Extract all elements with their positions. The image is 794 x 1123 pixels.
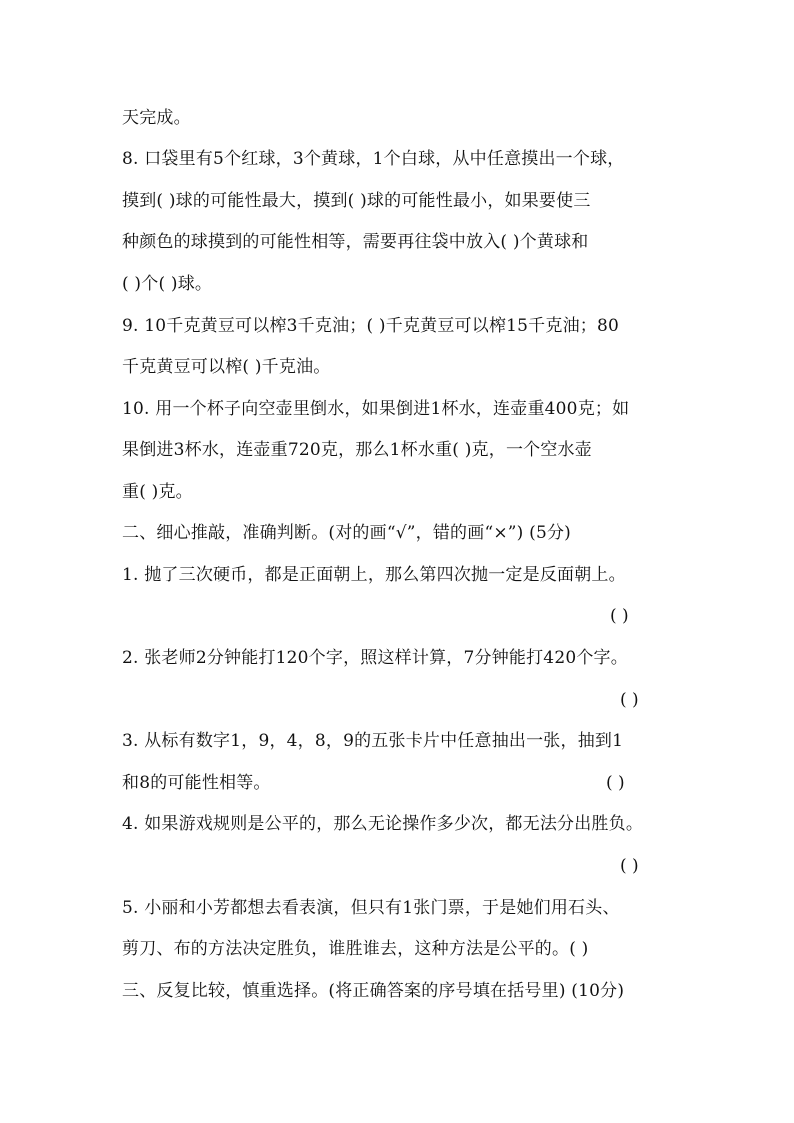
text-line-q10-3: 重( )克。 xyxy=(122,482,193,502)
text-line-q8-1: 8. 口袋里有5个红球，3个黄球，1个白球，从中任意摸出一个球， xyxy=(122,149,625,169)
answer-paren-judge-3: ( ) xyxy=(606,773,625,793)
text-line-judge-2: 2. 张老师2分钟能打120个字，照这样计算，7分钟能打420个字。 xyxy=(122,648,628,668)
text-line-judge-3-2: 和8的可能性相等。 xyxy=(122,773,271,793)
text-line-q10-2: 果倒进3杯水，连壶重720克，那么1杯水重( )克，一个空水壶 xyxy=(122,440,592,460)
answer-paren-judge-2: ( ) xyxy=(620,690,639,710)
answer-paren-judge-1: ( ) xyxy=(610,606,629,626)
answer-paren-judge-4: ( ) xyxy=(620,856,639,876)
text-line-judge-5-1: 5. 小丽和小芳都想去看表演，但只有1张门票，于是她们用石头、 xyxy=(122,898,620,918)
text-line-judge-4: 4. 如果游戏规则是公平的，那么无论操作多少次，都无法分出胜负。 xyxy=(122,814,644,834)
text-line-q8-4: ( )个( )球。 xyxy=(122,274,213,294)
text-line-judge-1: 1. 抛了三次硬币，都是正面朝上，那么第四次抛一定是反面朝上。 xyxy=(122,565,626,585)
text-line-q8-3: 种颜色的球摸到的可能性相等，需要再往袋中放入( )个黄球和 xyxy=(122,232,589,252)
text-line-q8-2: 摸到( )球的可能性最大，摸到( )球的可能性最小，如果要使三 xyxy=(122,191,591,211)
section-heading-choice: 三、反复比较，慎重选择。(将正确答案的序号填在括号里) (10分) xyxy=(122,981,625,1001)
section-heading-judgement: 二、细心推敲，准确判断。(对的画“√”，错的画“×”) (5分) xyxy=(122,523,571,543)
text-line-q9-1: 9. 10千克黄豆可以榨3千克油；( )千克黄豆可以榨15千克油；80 xyxy=(122,316,620,336)
text-line-q10-1: 10. 用一个杯子向空壶里倒水，如果倒进1杯水，连壶重400克；如 xyxy=(122,399,630,419)
text-line-q9-2: 千克黄豆可以榨( )千克油。 xyxy=(122,357,331,377)
text-line-judge-5-2: 剪刀、布的方法决定胜负，谁胜谁去，这种方法是公平的。( ) xyxy=(122,939,589,959)
text-line-q7-continuation: 天完成。 xyxy=(122,108,191,128)
text-line-judge-3-1: 3. 从标有数字1，9，4，8，9的五张卡片中任意抽出一张，抽到1 xyxy=(122,731,624,751)
